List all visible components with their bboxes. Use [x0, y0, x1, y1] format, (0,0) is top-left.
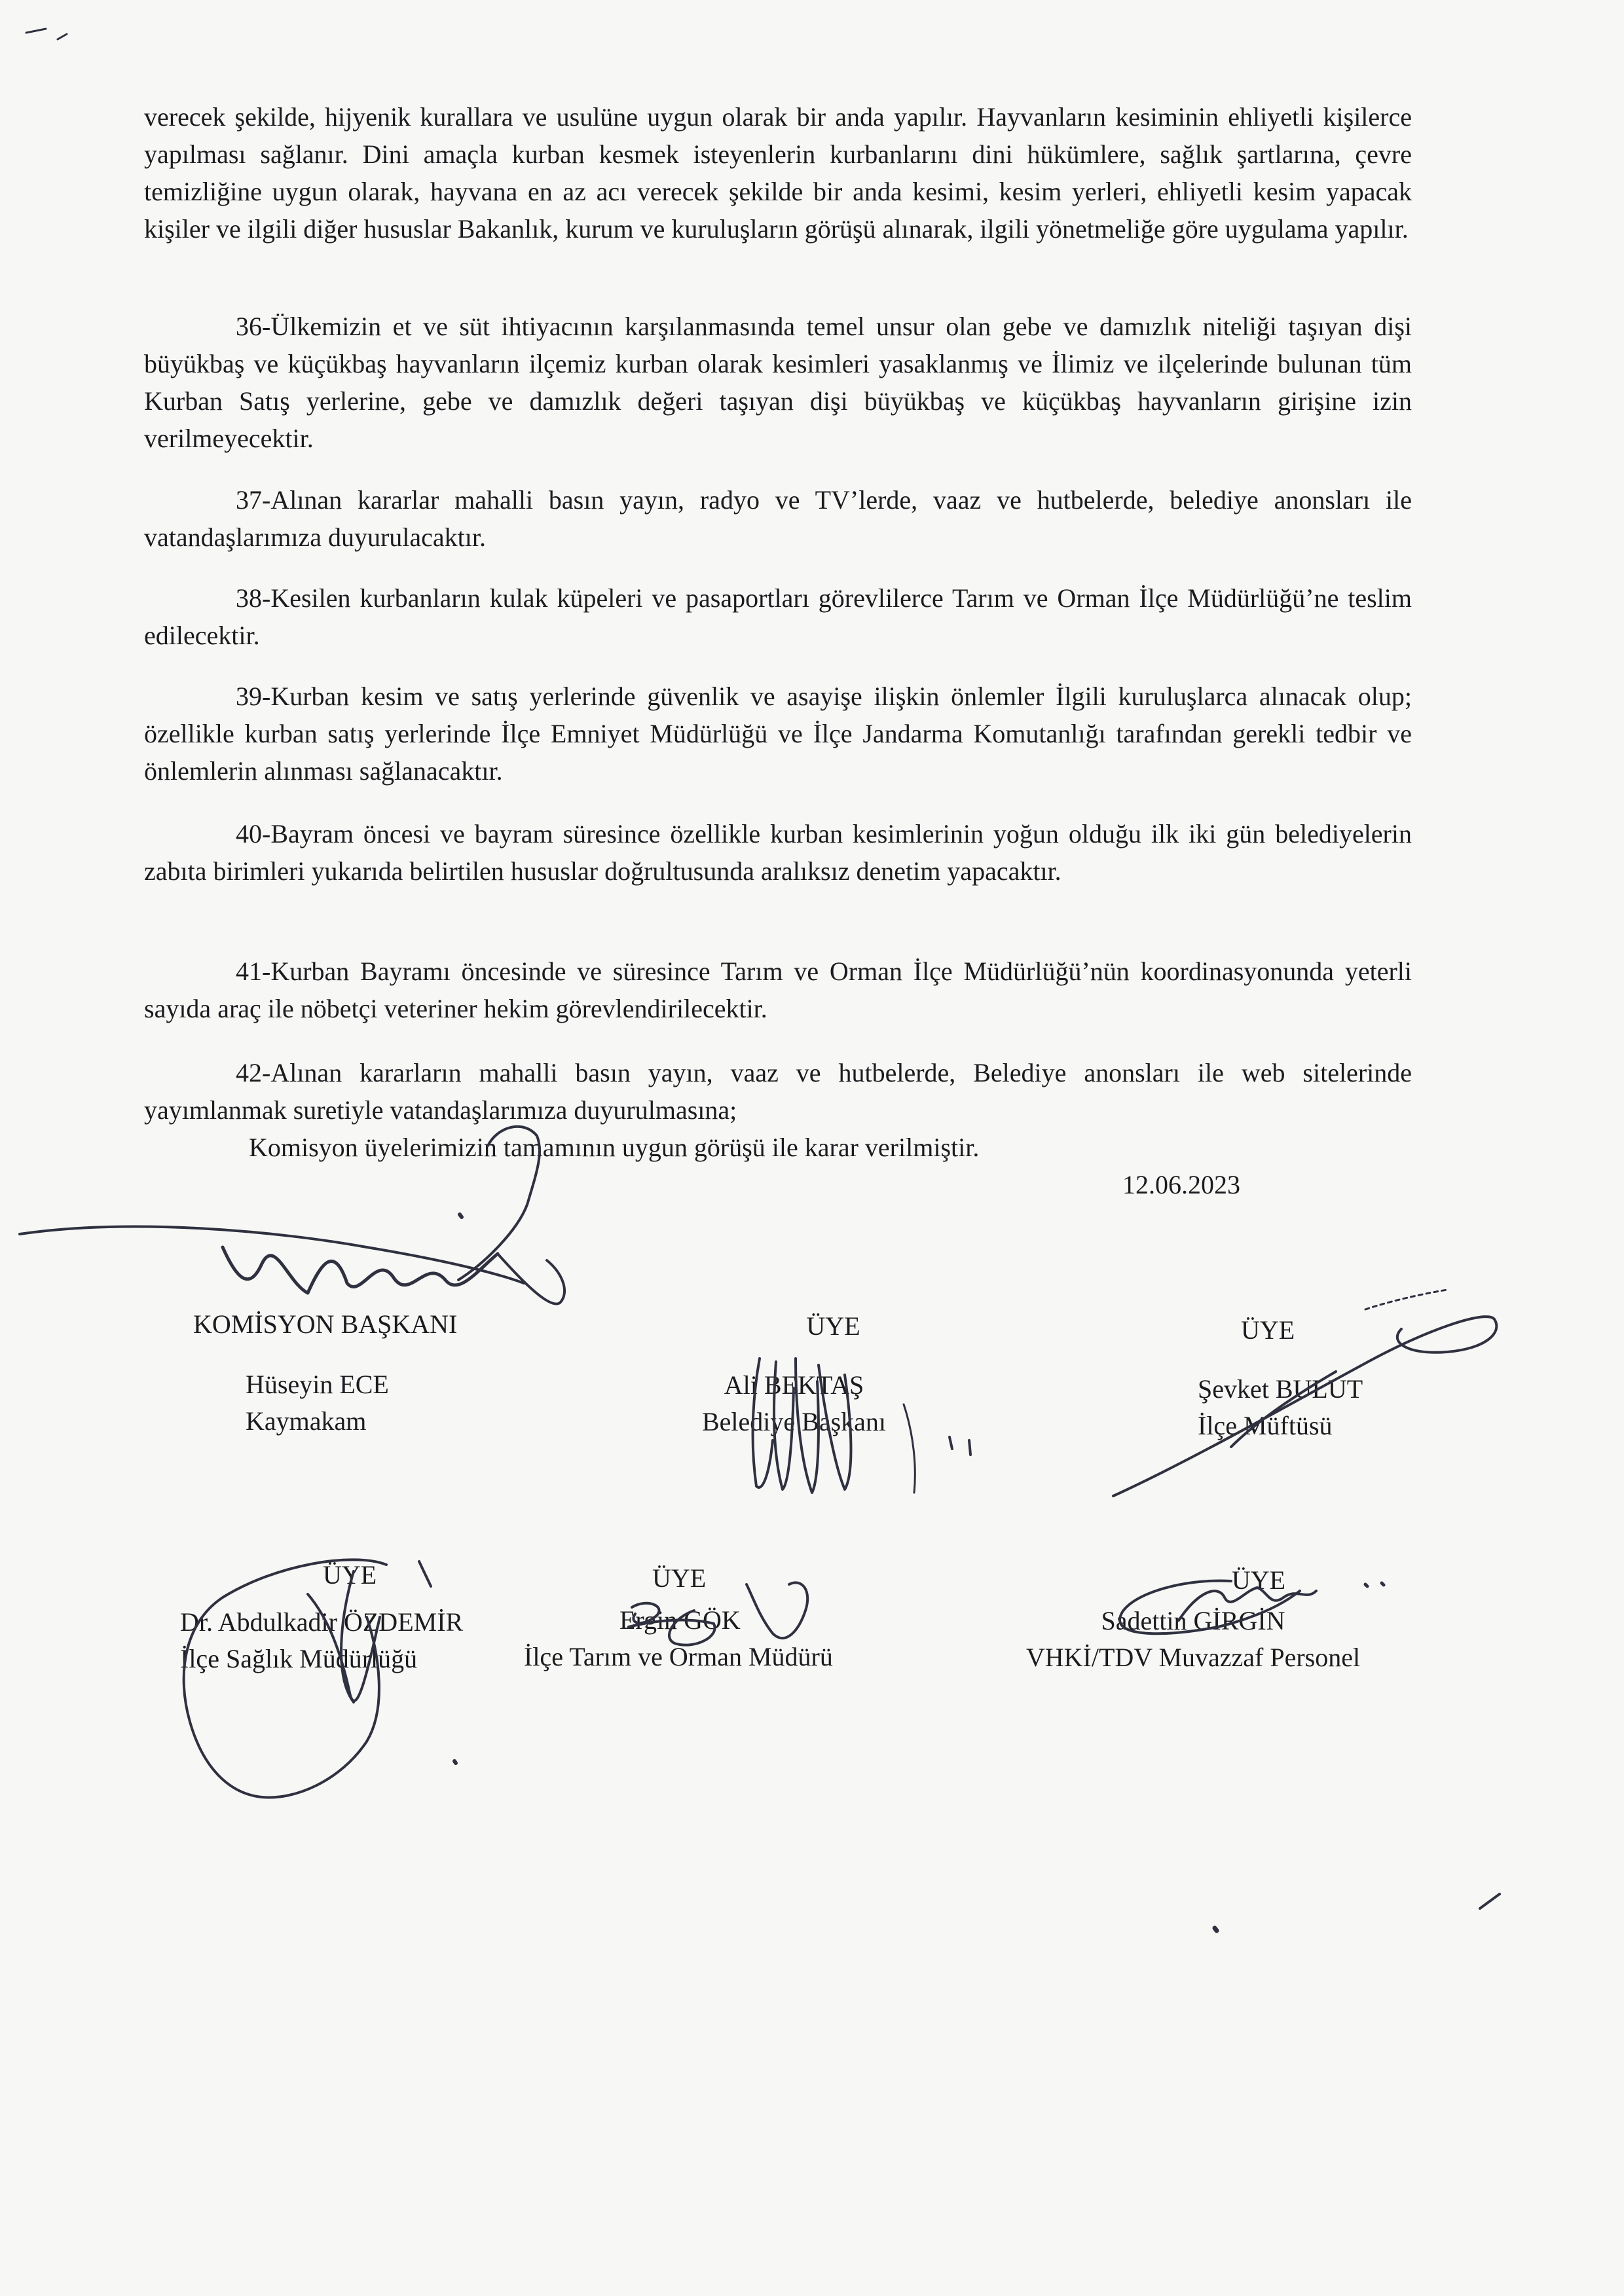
signatory-title: İlçe Müftüsü	[1198, 1411, 1333, 1440]
corner-smudge	[26, 29, 67, 39]
signatory-name: Ali BEKTAŞ	[724, 1370, 864, 1400]
paragraph-38: 38-Kesilen kurbanların kulak küpeleri ve pasaportları görevlilerce Tarım ve Orman İlçe Müdürlüğü’ne teslim edilecektir.	[144, 583, 1412, 650]
paragraph-continuation: verecek şekilde, hijyenik kurallara ve usulüne uygun olarak bir anda yapılır. Hayvanların kesiminin ehliyetli kişilerce yapılması sağlanır. Dini amaçla kurban kesmek isteyenlerin kurbanlarını dini hükümlere, sağlık şartlarına, çevre temizliğine uygun olarak, hayvana en az acı verecek şekilde bir anda kesimi, kesim yerleri, ehliyetli kesim yapacak kişiler ve ilgili diğer hususlar Bakanlık, kurum ve kuruluşların görüşü alınarak, ilgili yönetmeliğe göre uygulama yapılır.	[144, 102, 1412, 244]
blue-ink-dot	[1215, 1928, 1217, 1931]
paragraph-39: 39-Kurban kesim ve satış yerlerinde güvenlik ve asayişe ilişkin önlemler İlgili kuruluşlarca alınacak olup; özellikle kurban satış yerlerinde İlçe Emniyet Müdürlüğü ve İlçe Jandarma Komutanlığı tarafından gerekli tedbir ve önlemlerin alınması sağlanacaktır.	[144, 682, 1412, 786]
signatory-member-tdv	[990, 1562, 1396, 1676]
signatory-role: KOMİSYON BAŞKANI	[193, 1309, 458, 1339]
signatory-role: ÜYE	[652, 1563, 707, 1593]
signatory-role: ÜYE	[1241, 1315, 1295, 1345]
signatory-name: Ergin GÖK	[619, 1605, 741, 1635]
signatory-role: ÜYE	[1231, 1565, 1286, 1595]
signatory-chair	[193, 1306, 457, 1440]
signatory-member-health	[180, 1557, 463, 1677]
signatory-name: Şevket BULUT	[1198, 1374, 1363, 1404]
signatory-title: VHKİ/TDV Muvazzaf Personel	[1025, 1643, 1361, 1672]
signatory-role: ÜYE	[806, 1311, 860, 1341]
signatory-name: Sadettin GİRGİN	[1101, 1606, 1285, 1635]
signatory-member-mufti	[1198, 1312, 1363, 1444]
paragraph-closing: Komisyon üyelerimizin tamamının uygun görüşü ile karar verilmiştir.	[249, 1133, 980, 1162]
signatory-title: İlçe Sağlık Müdürlüğü	[180, 1644, 418, 1673]
paragraph-37: 37-Alınan kararlar mahalli basın yayın, radyo ve TV’lerde, vaaz ve hutbelerde, belediye anonsları ile vatandaşlarımıza duyurulacaktır.	[144, 485, 1412, 552]
signatory-role: ÜYE	[323, 1560, 377, 1590]
document-date: 12.06.2023	[1122, 1170, 1240, 1199]
signatory-member-mayor	[702, 1308, 887, 1440]
signatory-name: Dr. Abdulkadir ÖZDEMİR	[180, 1607, 464, 1637]
paragraph-41: 41-Kurban Bayramı öncesinde ve süresince Tarım ve Orman İlçe Müdürlüğü’nün koordinasyonunda yeterli sayıda araç ile nöbetçi veteriner hekim görevlendirilecektir.	[144, 957, 1412, 1023]
blue-ink-mark	[1480, 1894, 1500, 1908]
signatory-name: Hüseyin ECE	[246, 1370, 389, 1399]
paragraph-36: 36-Ülkemizin et ve süt ihtiyacının karşılanmasında temel unsur olan gebe ve damızlık niteliği taşıyan dişi büyükbaş ve küçükbaş hayvanların ilçemiz kurban olarak kesimleri yasaklanmış ve İlimiz ve ilçelerinde bulunan tüm Kurban Satış yerlerine, gebe ve damızlık değeri taşıyan dişi büyükbaş ve küçükbaş hayvanların girişine izin verilmeyecektir.	[144, 312, 1412, 453]
paragraph-40: 40-Bayram öncesi ve bayram süresince özellikle kurban kesimlerinin yoğun olduğu ilk iki gün belediyelerin zabıta birimleri yukarıda belirtilen hususlar doğrultusunda aralıksız denetim yapacaktır.	[144, 819, 1412, 886]
signatory-title: İlçe Tarım ve Orman Müdürü	[524, 1642, 833, 1671]
signatory-title: Kaymakam	[246, 1406, 367, 1436]
signatory-title: Belediye Başkanı	[702, 1407, 887, 1436]
paragraph-42: 42-Alınan kararların mahalli basın yayın, vaaz ve hutbelerde, Belediye anonsları ile web sitelerinde yayımlanmak suretiyle vatandaşlarımıza duyurulmasına;	[144, 1058, 1412, 1125]
signatory-member-agriculture	[524, 1560, 833, 1675]
